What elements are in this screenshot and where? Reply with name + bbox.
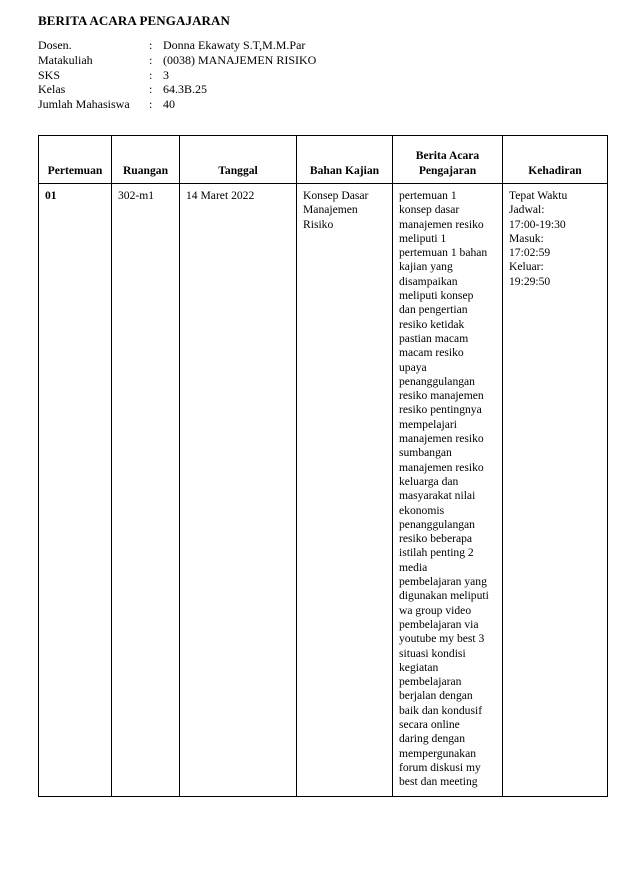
berita-acara-line: daring dengan — [399, 732, 465, 746]
berita-acara-line: manajemen resiko — [399, 432, 484, 446]
cell-pertemuan: 01 — [39, 184, 112, 797]
berita-acara-line: penanggulangan — [399, 374, 475, 388]
header-ruangan: Ruangan — [112, 136, 180, 184]
kehadiran-line: Masuk: — [509, 231, 544, 245]
bahan-line: Manajemen — [303, 203, 358, 217]
berita-acara-line: media — [399, 560, 428, 574]
cell-berita-acara — [393, 184, 503, 797]
berita-acara-line: forum diskusi my — [399, 760, 481, 774]
berita-acara-line: istilah penting 2 — [399, 546, 474, 560]
meta-value: 3 — [163, 67, 169, 82]
berita-acara-line: pembelajaran — [399, 675, 462, 689]
berita-acara-line: digunakan meliputi — [399, 589, 489, 603]
meta-label: Matakuliah — [38, 52, 93, 67]
berita-acara-line: situasi kondisi — [399, 646, 466, 660]
bahan-line: Konsep Dasar — [303, 189, 369, 202]
berita-acara-line: resiko pentingnya — [399, 403, 482, 417]
berita-acara-line: macam resiko — [399, 346, 464, 360]
berita-acara-line: pembelajaran via — [399, 617, 479, 631]
meta-row-kelas — [38, 82, 316, 97]
berita-acara-line: wa group video — [399, 603, 472, 617]
meta-value: (0038) MANAJEMEN RISIKO — [163, 52, 317, 67]
berita-acara-line: resiko ketidak — [399, 317, 465, 331]
berita-acara-line: kajian yang — [399, 260, 453, 274]
berita-acara-line: resiko manajemen — [399, 389, 484, 403]
kehadiran-line: 17:02:59 — [509, 246, 551, 260]
berita-acara-line: meliputi 1 — [399, 231, 447, 245]
meta-label: Jumlah Mahasiswa — [38, 97, 130, 112]
table-header-row — [39, 136, 608, 184]
berita-acara-line: upaya — [399, 360, 427, 374]
header-pertemuan: Pertemuan — [39, 136, 112, 184]
berita-acara-line: disampaikan — [399, 274, 458, 288]
berita-acara-line: konsep dasar — [399, 203, 460, 217]
meta-colon: : — [149, 97, 153, 112]
berita-acara-line: dan pengertian — [399, 303, 468, 317]
meta-label: Kelas — [38, 82, 66, 97]
berita-acara-line: pertemuan 1 — [399, 189, 457, 202]
berita-acara-line: meliputi konsep — [399, 289, 474, 303]
meta-value: 40 — [163, 97, 175, 112]
berita-acara-line: berjalan dengan — [399, 689, 473, 703]
teaching-report-table — [38, 135, 608, 797]
berita-acara-line: youtube my best 3 — [399, 632, 485, 646]
meta-label: Dosen. — [38, 38, 72, 52]
berita-acara-line: ekonomis — [399, 503, 445, 517]
berita-acara-line: mempergunakan — [399, 746, 477, 760]
berita-acara-line: baik dan kondusif — [399, 703, 483, 717]
meta-colon: : — [149, 52, 153, 67]
meta-row-dosen — [38, 38, 316, 53]
berita-acara-line: pembelajaran yang — [399, 575, 487, 589]
kehadiran-line: 17:00-19:30 — [509, 217, 566, 231]
meta-value: Donna Ekawaty S.T,M.M.Par — [163, 38, 306, 52]
kehadiran-line: Jadwal: — [509, 203, 545, 217]
berita-acara-line: resiko beberapa — [399, 532, 473, 546]
berita-acara-line: pertemuan 1 bahan — [399, 246, 488, 260]
header-kehadiran: Kehadiran — [503, 136, 608, 184]
berita-acara-line: best dan meeting — [399, 775, 478, 789]
meta-colon: : — [149, 82, 153, 97]
meta-label: SKS — [38, 67, 61, 82]
berita-acara-line: sumbangan — [399, 446, 452, 460]
cell-tanggal: 14 Maret 2022 — [180, 184, 297, 797]
berita-acara-line: keluarga dan — [399, 474, 459, 488]
cell-ruangan: 302-m1 — [112, 184, 180, 797]
berita-acara-line: penanggulangan — [399, 517, 475, 531]
header-berita-acara-line2: Pengajaran — [418, 163, 477, 177]
cell-kehadiran — [503, 184, 608, 797]
meta-value: 64.3B.25 — [163, 82, 208, 97]
header-berita-acara-line1: Berita Acara — [415, 149, 480, 162]
kehadiran-line: Keluar: — [509, 260, 544, 274]
kehadiran-line: 19:29:50 — [509, 274, 551, 288]
header-bahan-kajian: Bahan Kajian — [297, 136, 393, 184]
kehadiran-line: Tepat Waktu — [509, 189, 568, 202]
berita-acara-line: mempelajari — [399, 417, 457, 431]
berita-acara-line: manajemen resiko — [399, 460, 484, 474]
header-berita-acara — [393, 136, 503, 184]
meta-row-jumlah-mahasiswa — [38, 97, 316, 112]
meta-colon: : — [149, 67, 153, 82]
document-title: BERITA ACARA PENGAJARAN — [38, 13, 231, 28]
berita-acara-line: kegiatan — [399, 660, 439, 674]
berita-acara-line: masyarakat nilai — [399, 489, 476, 503]
meta-row-sks — [38, 68, 316, 83]
cell-bahan-kajian — [297, 184, 393, 797]
meta-colon: : — [149, 38, 153, 52]
berita-acara-line: pastian macam — [399, 331, 469, 345]
header-tanggal: Tanggal — [180, 136, 297, 184]
berita-acara-line: manajemen resiko — [399, 217, 484, 231]
berita-acara-line: secara online — [399, 717, 460, 731]
meta-row-matakuliah — [38, 53, 316, 68]
table-row — [39, 184, 608, 797]
course-info — [38, 38, 316, 112]
bahan-line: Risiko — [303, 217, 334, 231]
